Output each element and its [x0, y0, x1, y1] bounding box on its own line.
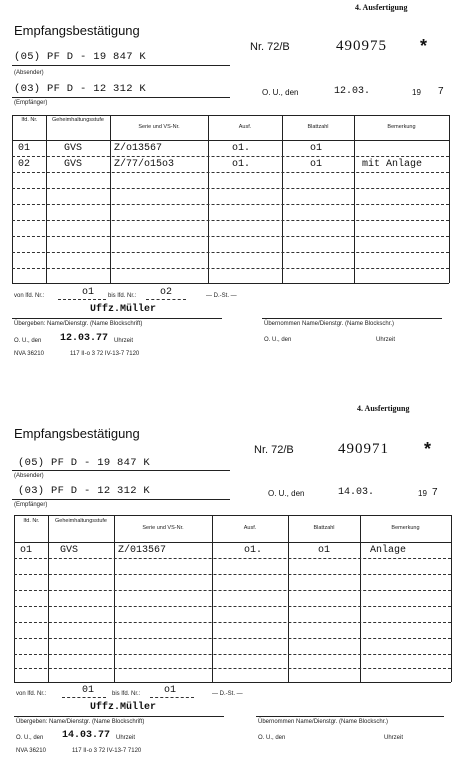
place-date-label: O. U., den	[268, 489, 305, 498]
cell-nr: o1	[20, 545, 33, 556]
header-blatt: Blattzahl	[313, 525, 335, 531]
taken-label: Übernommen Name/Dienstgr. (Name Blockschr.)	[264, 321, 395, 327]
header-ausf: Ausf.	[243, 525, 257, 531]
header-stufe: Geheimhaltungsstufe	[55, 518, 107, 524]
sender-label: (Absender)	[14, 473, 44, 479]
cell-ausf: o1.	[232, 159, 251, 170]
footer-print: 117 II-o 3 72 IV-13-7 7120	[70, 351, 140, 357]
dst-label: — D.-St. —	[212, 691, 243, 697]
cell-nr: 01	[18, 143, 31, 154]
star-mark: *	[420, 36, 428, 56]
to-value: o2	[160, 287, 173, 298]
copy-label: 4. Ausfertigung	[355, 3, 408, 12]
copy-label: 4. Ausfertigung	[357, 404, 410, 413]
header-serie: Serie und VS-Nr.	[142, 525, 184, 531]
header-lfd-nr: lfd. Nr.	[21, 117, 38, 123]
footer-code: NVA 36210	[14, 351, 44, 357]
header-ausf: Ausf.	[238, 124, 252, 130]
handed-label: Übergeben: Name/Dienstgr. (Name Blockschrift)	[16, 719, 145, 725]
to-value: o1	[164, 685, 177, 696]
form-number: 490975	[336, 38, 387, 54]
sender-label: (Absender)	[14, 70, 44, 76]
year-prefix: 19	[412, 88, 421, 97]
nr-label: Nr. 72/B	[254, 444, 294, 456]
from-label: von lfd. Nr.:	[16, 691, 47, 697]
cell-stufe: GVS	[60, 545, 79, 556]
handed-label: Übergeben: Name/Dienstgr. (Name Blockschrift)	[14, 321, 143, 327]
year-prefix: 19	[418, 489, 427, 498]
sender-value: (05) PF D - 19 847 K	[14, 51, 147, 63]
header-lfd-nr: lfd. Nr.	[23, 518, 40, 524]
date-value: 14.03.	[338, 487, 375, 498]
year-suffix: 7	[438, 86, 444, 97]
header-bemerkung: Bemerkung	[391, 525, 420, 531]
recipient-label: (Empfänger)	[14, 502, 48, 508]
handed-name: Uffz.Müller	[90, 304, 157, 315]
cell-stufe: GVS	[64, 143, 83, 154]
cell-bemerkung: mit Anlage	[362, 159, 423, 170]
header-stufe: Geheimhaltungsstufe	[52, 117, 104, 123]
cell-blatt: o1	[310, 159, 323, 170]
form-title: Empfangsbestätigung	[14, 426, 140, 441]
header-serie: Serie und VS-Nr.	[138, 124, 180, 130]
uhrzeit-label: Uhrzeit	[114, 338, 134, 344]
from-value: 01	[82, 685, 95, 696]
ou-den-label-right: O. U., den	[264, 337, 292, 343]
date-value: 12.03.	[334, 86, 371, 97]
to-label: bis lfd. Nr.:	[112, 691, 141, 697]
cell-blatt: o1	[318, 545, 331, 556]
cell-ausf: o1.	[232, 143, 251, 154]
ou-den-label: O. U., den	[16, 735, 44, 741]
form-number: 490971	[338, 441, 389, 457]
cell-serie: Z/o13567	[114, 143, 163, 154]
ou-den-label: O. U., den	[14, 338, 42, 344]
header-bemerkung: Bemerkung	[387, 124, 416, 130]
cell-serie: Z/013567	[118, 545, 167, 556]
star-mark: *	[424, 439, 432, 459]
year-suffix: 7	[432, 487, 438, 498]
place-date-label: O. U., den	[262, 88, 299, 97]
recipient-label: (Empfänger)	[14, 100, 48, 106]
dst-label: — D.-St. —	[206, 293, 237, 299]
header-blatt: Blattzahl	[307, 124, 329, 130]
cell-serie: Z/77/o15o3	[114, 159, 175, 170]
taken-label: Übernommen Name/Dienstgr. (Name Blockschr.)	[258, 719, 389, 725]
from-value: o1	[82, 287, 95, 298]
cell-stufe: GVS	[64, 159, 83, 170]
ou-den-label-right: O. U., den	[258, 735, 286, 741]
handed-name: Uffz.Müller	[90, 702, 157, 713]
uhrzeit-label: Uhrzeit	[116, 735, 136, 741]
sender-value: (05) PF D - 19 847 K	[18, 457, 151, 469]
from-label: von lfd. Nr.:	[14, 293, 45, 299]
footer-code: NVA 36210	[16, 748, 46, 754]
cell-blatt: o1	[310, 143, 323, 154]
form-title: Empfangsbestätigung	[14, 23, 140, 38]
cell-nr: 02	[18, 159, 31, 170]
handed-date: 14.03.77	[62, 730, 111, 741]
recipient-value: (03) PF D - 12 312 K	[14, 83, 147, 95]
nr-label: Nr. 72/B	[250, 41, 290, 53]
footer-print: 117 II-o 3 72 IV-13-7 7120	[72, 748, 142, 754]
to-label: bis lfd. Nr.:	[108, 293, 137, 299]
cell-ausf: o1.	[244, 545, 263, 556]
uhrzeit-label-right: Uhrzeit	[384, 735, 404, 741]
recipient-value: (03) PF D - 12 312 K	[18, 485, 151, 497]
uhrzeit-label-right: Uhrzeit	[376, 337, 396, 343]
cell-bemerkung: Anlage	[370, 545, 407, 556]
handed-date: 12.03.77	[60, 333, 109, 344]
